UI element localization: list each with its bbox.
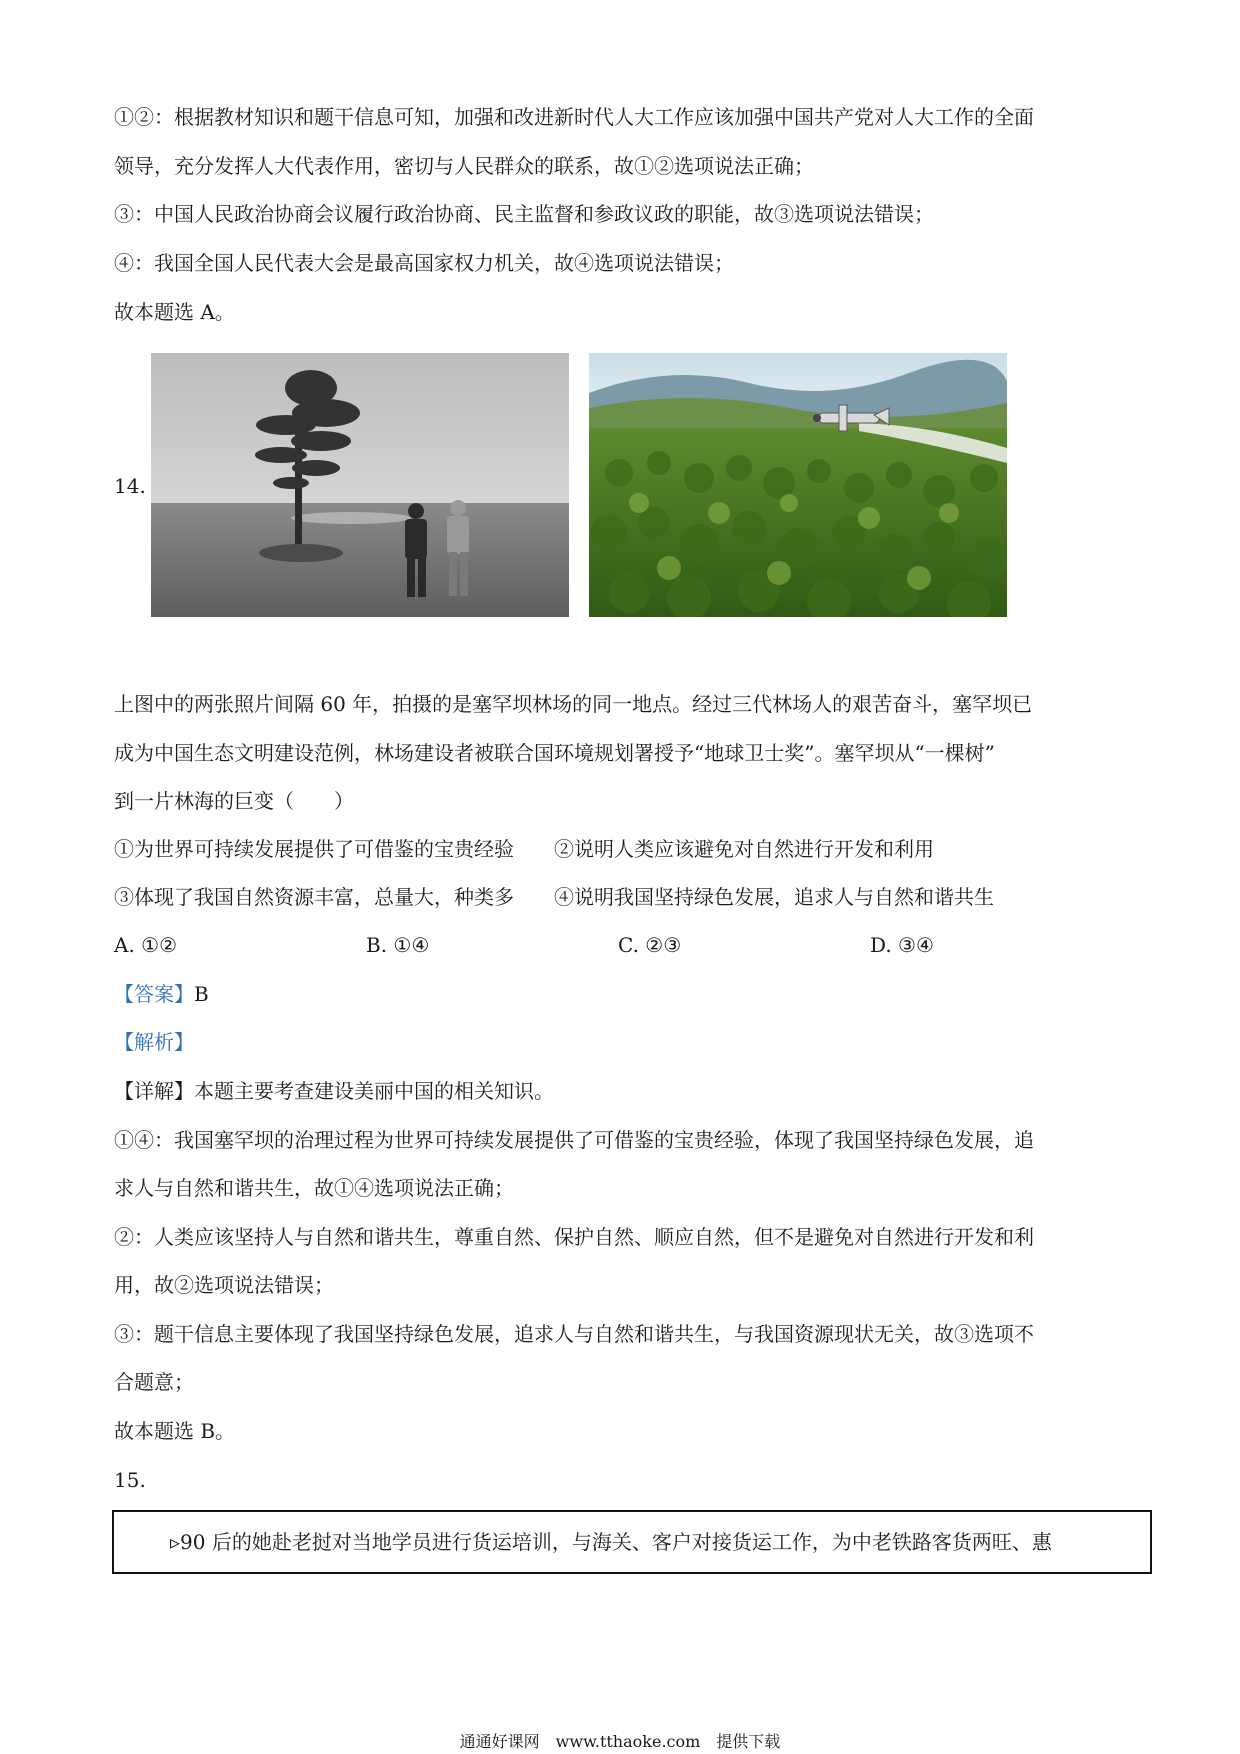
q14-stem-line-1: 上图中的两张照片间隔 60 年，拍摄的是塞罕坝林场的同一地点。经过三代林场人的艰苦奋斗，塞罕坝已 [114, 692, 1033, 716]
q14-stem-line-3: 到一片林海的巨变（ ） [114, 789, 354, 813]
detail-conclusion: 故本题选 B。 [114, 1419, 236, 1443]
detail-line-1: ①④：我国塞罕坝的治理过程为世界可持续发展提供了可借鉴的宝贵经验，体现了我国坚持绿色发展，追 [114, 1128, 1034, 1152]
analysis-label: 【解析】 [114, 1030, 194, 1054]
prev-analysis-line-1: ①②：根据教材知识和题干信息可知，加强和改进新时代人大工作应该加强中国共产党对人大工作的全面 [114, 105, 1034, 129]
option-d[interactable]: D. ③④ [870, 933, 934, 957]
prev-analysis-line-3: ③：中国人民政治协商会议履行政治协商、民主监督和参政议政的职能，故③选项说法错误； [114, 202, 934, 226]
detail-line-2: 求人与自然和谐共生，故①④选项说法正确； [114, 1176, 514, 1200]
prev-analysis-line-2: 领导，充分发挥人大代表作用，密切与人民群众的联系，故①②选项说法正确； [114, 154, 814, 178]
option-b[interactable]: B. ①④ [366, 933, 430, 957]
answer-line [114, 979, 209, 1009]
q15-material-text: ▹90 后的她赴老挝对当地学员进行货运培训，与海关、客户对接货运工作，为中老铁路客货两旺、惠 [170, 1530, 1052, 1554]
question-14-number: 14. [114, 474, 146, 498]
q14-statements-line-1: ①为世界可持续发展提供了可借鉴的宝贵经验 ②说明人类应该避免对自然进行开发和利用 [114, 837, 934, 861]
q14-options [114, 930, 1114, 960]
question-15-number: 15. [114, 1468, 146, 1492]
q15-material-box [112, 1510, 1152, 1574]
old-photo-lone-tree [151, 353, 569, 617]
page-footer: 通通好课网 www.tthaoke.com 提供下载 [459, 1732, 781, 1751]
answer-label: 【答案】 [114, 982, 194, 1006]
detail-label: 【详解】 [114, 1079, 194, 1103]
detail-line-6: 合题意； [114, 1370, 194, 1394]
prev-analysis-line-4: ④：我国全国人民代表大会是最高国家权力机关，故④选项说法错误； [114, 251, 734, 275]
prev-analysis-conclusion: 故本题选 A。 [114, 300, 235, 324]
q14-statements-line-2: ③体现了我国自然资源丰富，总量大，种类多 ④说明我国坚持绿色发展，追求人与自然和谐共生 [114, 885, 994, 909]
detail-intro-line [114, 1076, 554, 1106]
detail-line-5: ③：题干信息主要体现了我国坚持绿色发展，追求人与自然和谐共生，与我国资源现状无关，故③选项不 [114, 1322, 1034, 1346]
detail-intro: 本题主要考查建设美丽中国的相关知识。 [194, 1079, 554, 1103]
option-a[interactable]: A. ①② [114, 933, 178, 957]
detail-line-4: 用，故②选项说法错误； [114, 1273, 334, 1297]
option-c[interactable]: C. ②③ [618, 933, 682, 957]
detail-line-3: ②：人类应该坚持人与自然和谐共生，尊重自然、保护自然、顺应自然，但不是避免对自然进行开发和利 [114, 1225, 1034, 1249]
answer-value: B [194, 982, 209, 1006]
q14-stem-line-2: 成为中国生态文明建设范例，林场建设者被联合国环境规划署授予“地球卫士奖”。塞罕坝从“一棵树” [114, 741, 995, 765]
new-photo-forest-plane [589, 353, 1007, 617]
